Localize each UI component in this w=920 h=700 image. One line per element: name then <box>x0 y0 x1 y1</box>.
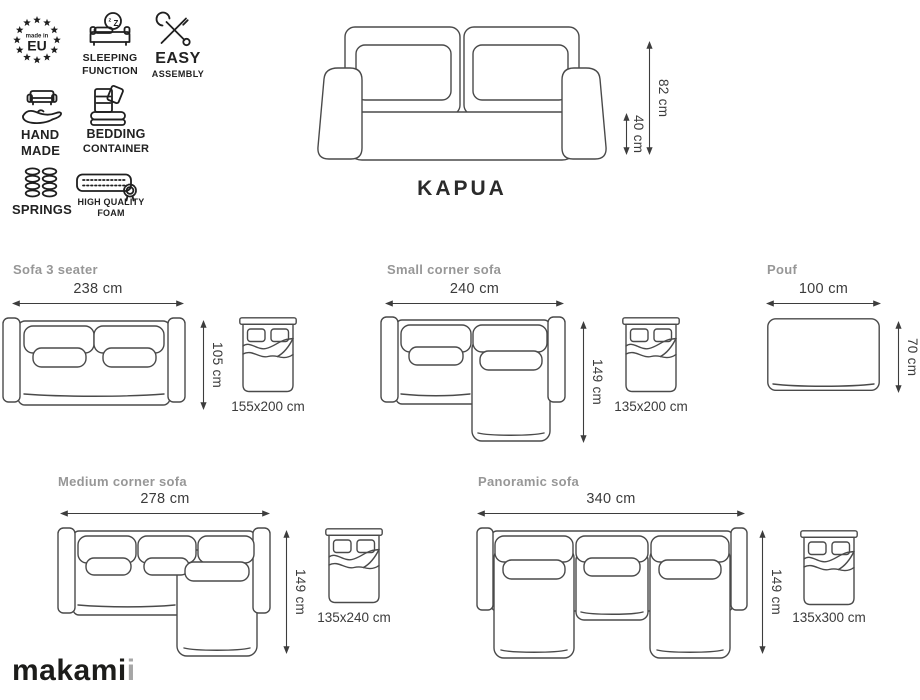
product-name: KAPUA <box>417 177 507 200</box>
small-corner-depth-dimension: 149 cm <box>590 358 605 406</box>
sleeping-function-label: SLEEPING FUNCTION <box>82 52 138 78</box>
seat-height-dimension: 40 cm <box>631 114 646 154</box>
high-quality-foam-label: HIGH QUALITY FOAM <box>77 197 145 219</box>
small-corner-bed-icon <box>622 317 680 395</box>
sofa-3-seater-width-dimension: 238 cm <box>73 281 123 297</box>
easy-assembly-label: EASY ASSEMBLY <box>151 50 205 79</box>
pouf-width-arrow <box>766 298 881 309</box>
bedding-container-label: BEDDING CONTAINER <box>82 127 150 155</box>
panoramic-width-dimension: 340 cm <box>586 491 636 507</box>
hand-made-label: HAND MADE <box>21 127 61 159</box>
hand-made-icon <box>20 86 64 128</box>
small-corner-width-arrow <box>385 298 564 309</box>
variant-title-medium-corner-sofa: Medium corner sofa <box>58 474 187 489</box>
panoramic-depth-dimension: 149 cm <box>769 568 784 616</box>
brand-logo-main: makami <box>12 654 127 687</box>
panoramic-width-arrow <box>477 508 745 519</box>
eu-label: EU <box>27 37 47 54</box>
variant-title-pouf: Pouf <box>767 262 798 277</box>
sofa-3-seater-bed-icon <box>239 317 297 395</box>
sofa-3-seater-width-arrow <box>12 298 184 309</box>
medium-corner-width-arrow <box>60 508 270 519</box>
medium-corner-width-dimension: 278 cm <box>140 491 190 507</box>
panoramic-bed-size: 135x300 cm <box>792 610 866 625</box>
sofa-3-seater-bed-size: 155x200 cm <box>231 399 305 414</box>
sleeping-function-icon <box>88 11 132 51</box>
svg-text:z: z <box>108 17 112 24</box>
springs-label: SPRINGS <box>12 202 72 217</box>
springs-icon <box>23 166 59 200</box>
variant-title-small-corner-sofa: Small corner sofa <box>387 262 502 277</box>
brand-logo-accent: i <box>126 654 136 687</box>
overall-height-dimension: 82 cm <box>656 78 671 118</box>
svg-text:Z: Z <box>113 19 119 28</box>
pouf-top-view-drawing <box>767 318 880 393</box>
panoramic-bed-icon <box>800 530 858 608</box>
variant-title-sofa-3-seater: Sofa 3 seater <box>13 262 98 277</box>
easy-assembly-icon <box>156 12 194 47</box>
pouf-depth-dimension: 70 cm <box>905 337 920 377</box>
small-corner-top-view-drawing <box>381 317 565 443</box>
sofa-3-seater-top-view-drawing <box>2 317 186 409</box>
panoramic-top-view-drawing <box>477 528 747 660</box>
sofa-front-view-drawing <box>312 22 612 162</box>
small-corner-width-dimension: 240 cm <box>449 281 500 297</box>
sofa-3-seater-depth-dimension: 105 cm <box>210 341 225 389</box>
made-in-eu-icon <box>12 13 62 67</box>
medium-corner-bed-size: 135x240 cm <box>317 610 391 625</box>
medium-corner-top-view-drawing <box>58 528 270 658</box>
made-in-label: made in <box>25 33 49 40</box>
medium-corner-depth-dimension: 149 cm <box>293 568 308 616</box>
medium-corner-bed-icon <box>325 528 383 606</box>
bedding-container-icon <box>88 85 128 129</box>
brand-logo <box>12 654 136 688</box>
variant-title-panoramic-sofa: Panoramic sofa <box>478 474 580 489</box>
pouf-width-dimension: 100 cm <box>798 281 849 297</box>
small-corner-bed-size: 135x200 cm <box>614 399 688 414</box>
